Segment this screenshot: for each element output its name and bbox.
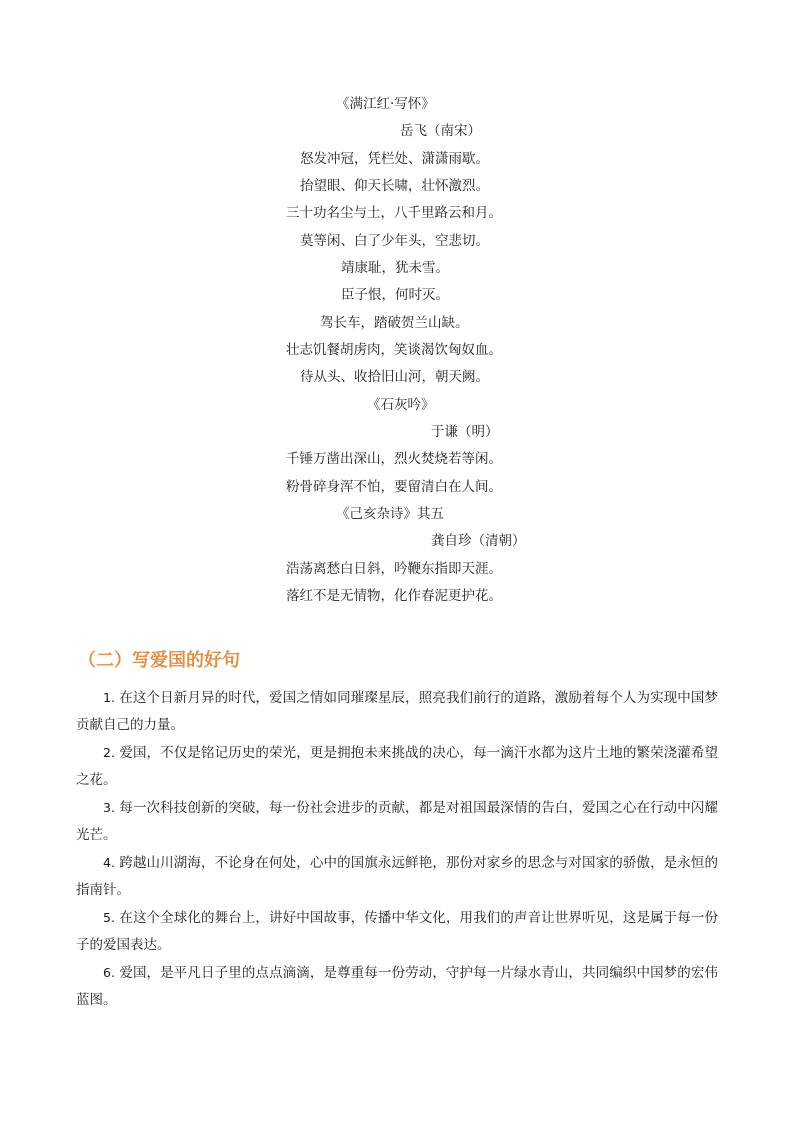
poem-line: 臣子恨，何时灭。 xyxy=(341,287,449,303)
sentence-list xyxy=(76,684,718,1014)
poem-line: 待从头、收拾旧山河，朝天阙。 xyxy=(300,369,489,385)
list-item: 6. 爱国，是平凡日子里的点点滴滴，是尊重每一份劳动，守护每一片绿水青山，共同编织中国梦的宏伟蓝图。 xyxy=(76,965,718,1008)
section-heading: （二）写爱国的好句 xyxy=(78,650,240,671)
poem-title: 《满江红·写怀》 xyxy=(336,96,435,112)
list-item: 5. 在这个全球化的舞台上，讲好中国故事，传播中华文化，用我们的声音让世界听见，这是属于每一份子的爱国表达。 xyxy=(76,910,718,953)
poem-title: 《己亥杂诗》其五 xyxy=(336,506,444,522)
poem-author: 龚自珍（清朝） xyxy=(431,533,526,549)
list-item: 3. 每一次科技创新的突破，每一份社会进步的贡献，都是对祖国最深情的告白，爱国之心在行动中闪耀光芒。 xyxy=(76,800,718,843)
list-item: 4. 跨越山川湖海，不论身在何处，心中的国旗永远鲜艳，那份对家乡的思念与对国家的骄傲，是永恒的指南针。 xyxy=(76,855,718,898)
poem-title: 《石灰吟》 xyxy=(367,397,435,413)
poem-line: 粉骨碎身浑不怕，要留清白在人间。 xyxy=(286,479,502,495)
poem-line: 壮志饥餐胡虏肉，笑谈渴饮匈奴血。 xyxy=(286,342,502,358)
poem-line: 千锤万凿出深山，烈火焚烧若等闲。 xyxy=(286,451,502,467)
poem-line: 驾长车，踏破贺兰山缺。 xyxy=(320,315,469,331)
poem-line: 三十功名尘与土，八千里路云和月。 xyxy=(286,205,502,221)
poem-line: 靖康耻，犹未雪。 xyxy=(341,260,449,276)
poem-author: 于谦（明） xyxy=(431,424,499,440)
poem-line: 怒发冲冠，凭栏处、潇潇雨歇。 xyxy=(300,151,489,167)
poem-line: 莫等闲、白了少年头，空悲切。 xyxy=(300,233,489,249)
poem-line: 浩荡离愁白日斜，吟鞭东指即天涯。 xyxy=(286,561,502,577)
poem-line: 抬望眼、仰天长啸，壮怀激烈。 xyxy=(300,178,489,194)
poem-line: 落红不是无情物，化作春泥更护花。 xyxy=(286,588,502,604)
list-item: 2. 爱国，不仅是铭记历史的荣光，更是拥抱未来挑战的决心，每一滴汗水都为这片土地的繁荣浇灌希望之花。 xyxy=(76,745,718,788)
poem-author: 岳飞（南宋） xyxy=(400,123,481,139)
list-item: 1. 在这个日新月异的时代，爱国之情如同璀璨星辰，照亮我们前行的道路，激励着每个人为实现中国梦贡献自己的力量。 xyxy=(76,690,718,733)
